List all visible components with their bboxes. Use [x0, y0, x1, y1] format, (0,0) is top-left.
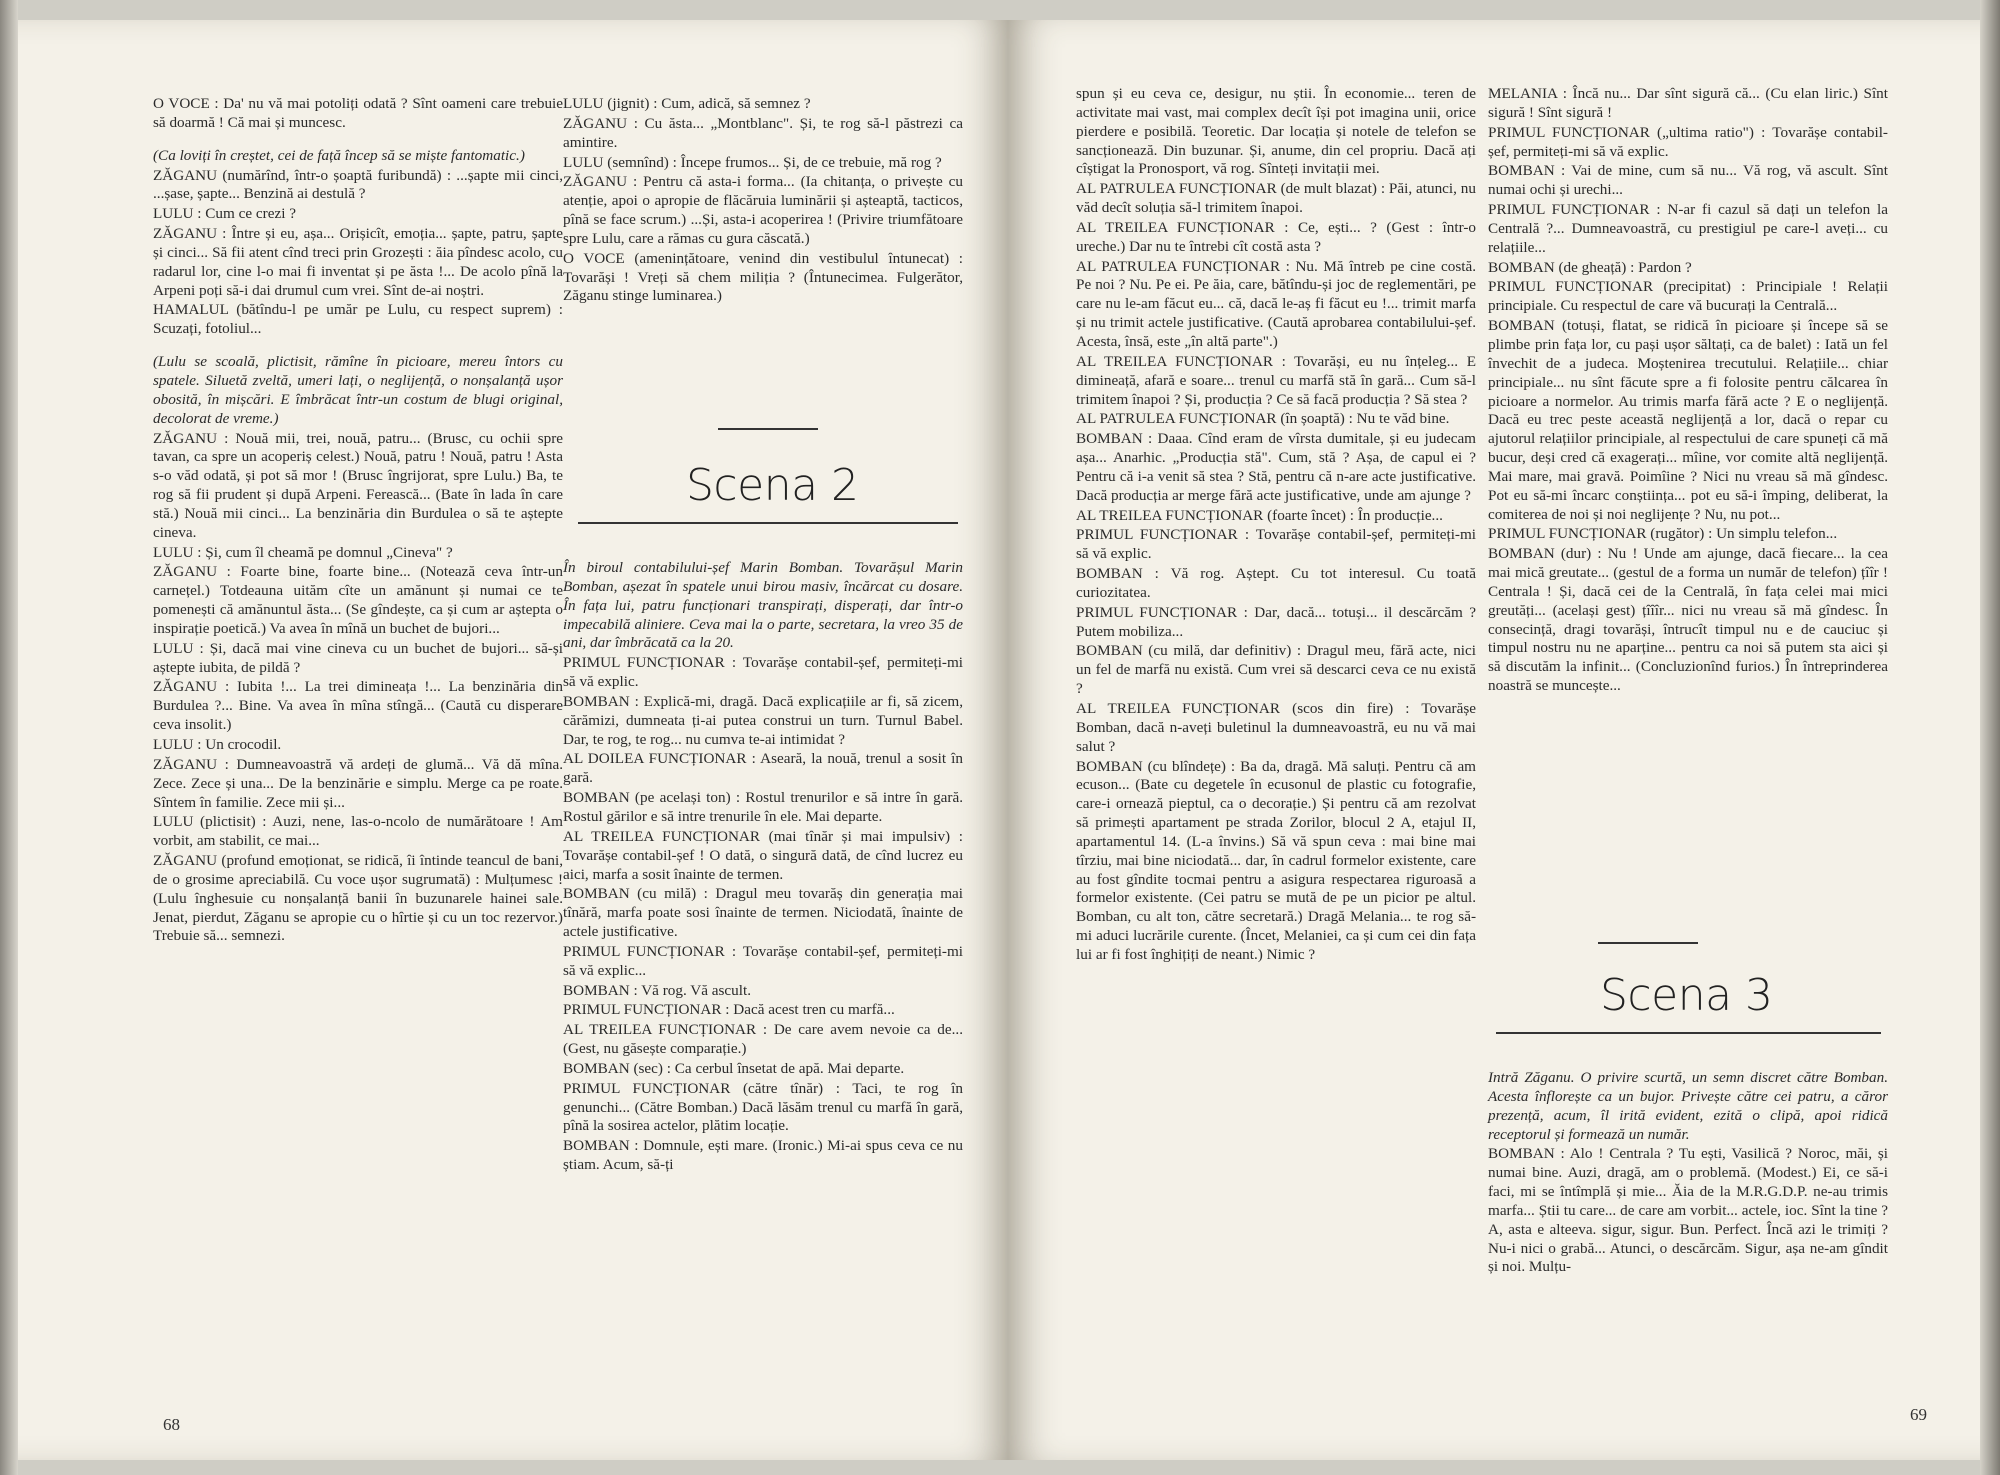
paragraph: BOMBAN (cu blîndețe) : Ba da, dragă. Mă saluți. Pentru că am ecuson... (Bate cu degetele în ecusonul de plastic cu fotografie, care-i ornează pieptul, ca o decorație.) Și pentru că am rezolvat să primești apartament pe strada Zorilor, blocul 2 A, etajul II, apartamentul 14. (L-a învins.) Să vă spun ceva : mai bine mai tîrziu, mai bine niciodată... dar, în cadrul formelor existente, care au fost gîndite tocmai pentru a asigura respectarea riguroasă a formelor existente. (Cei patru se mută de pe un picior pe altul. Bomban, cu alt ton, către secretară.) Dragă Melania... te rog să-mi aduci lucrările curente. (Încet, Melaniei, ca și cum cei din fața lui ar fi fost înghițiți de neant.) Nimic ?: [1076, 757, 1476, 963]
paragraph: BOMBAN : Daaa. Cînd eram de vîrsta dumitale, și eu judecam așa... Anarhic. „Producția stă". Cum, stă ? Așa, de capul ei ? Pentru că i-a venit să stea ? Stă, pentru că n-are acte justificative. Dacă producția ar merge fără acte justificative, unde am ajunge ?: [1076, 430, 1476, 504]
column-1: [153, 95, 563, 947]
paragraph: PRIMUL FUNCȚIONAR : Tovarășe contabil-șef, permiteți-mi să vă explic...: [563, 942, 963, 979]
scene-3-heading: Scena 3: [1600, 970, 1773, 1021]
paragraph: ZĂGANU : Nouă mii, trei, nouă, patru... (Brusc, cu ochii spre tavan, ca spre un acoperiș celest.) Nouă, patru ! Nouă, patru ! Asta s-o văd odată, și pot să mor ! (Brusc îngrijorat, spre Lulu.) Ba, te rog să fii prudent și după Arpeni. Ferească... (Bate în lada în care stă.) Nouă mii cinci... La benzinăria din Burdulea o să te aștepte cineva.: [153, 429, 563, 541]
column-4-top: [1488, 85, 1888, 697]
paragraph: BOMBAN : Vai de mine, cum să nu... Vă rog, vă ascult. Sînt numai ochi și urechi...: [1488, 162, 1888, 199]
column-2-top: [563, 95, 963, 307]
paragraph: LULU (plictisit) : Auzi, nene, las-o-ncolo de numărătoare ! Am vorbit, am stabilit, ce mai...: [153, 813, 563, 850]
paragraph: PRIMUL FUNCȚIONAR („ultima ratio") : Tovarășe contabil-șef, permiteți-mi să vă explic.: [1488, 123, 1888, 160]
paragraph: (Ca loviți în creștet, cei de față încep să se miște fantomatic.): [153, 146, 525, 164]
paragraph: ZĂGANU : Cu ăsta... „Montblanc". Și, te rog să-l păstrezi ca amintire.: [563, 114, 963, 151]
paragraph: LULU : Un crocodil.: [153, 736, 282, 753]
paragraph: ZĂGANU : Foarte bine, foarte bine... (Notează ceva într-un carnețel.) Totdeauna uităm cîte un amănunt și numai ce te pomenești că amănuntul ăsta... (Se gîndește, ca și cum ar aștepta o inspirație poetică.) Va avea în mînă un buchet de bujori...: [153, 563, 563, 637]
scene-2-rule-top: [718, 428, 818, 430]
page-number-left: 68: [163, 1415, 180, 1434]
paragraph: PRIMUL FUNCȚIONAR : N-ar fi cazul să dați un telefon la Centrală ?... Dumneavoastră, cu prestigiul pe care-l aveți... cu relațiile...: [1488, 201, 1888, 256]
paragraph: HAMALUL (bătîndu-l pe umăr pe Lulu, cu respect suprem) : Scuzați, fotoliul...: [153, 301, 563, 338]
paragraph: O VOCE : Da' nu vă mai potoliți odată ? Sînt oameni care trebuie să doarmă ! Că mai și muncesc.: [153, 95, 563, 131]
right-page: [1008, 20, 1980, 1460]
paragraph: AL TREILEA FUNCȚIONAR : Ce, ești... ? (Gest : într-o ureche.) Dar nu te întrebi cît costă asta ?: [1076, 218, 1476, 255]
paragraph: BOMBAN (cu milă) : Dragul meu tovarăș din generația mai tînără, marfa poate sosi înainte de termen. Niciodată, înainte de actele justificative.: [563, 885, 963, 941]
paragraph: AL TREILEA FUNCȚIONAR (foarte încet) : În producție...: [1076, 506, 1443, 524]
page-number-right: 69: [1910, 1405, 1927, 1424]
column-3: [1076, 85, 1476, 966]
paragraph: BOMBAN : Explică-mi, dragă. Dacă explicațiile ar fi, să zicem, cărămizi, dumneata ți-ai putea construi un turn. Turnul Babel. Dar, te rog, te rog... nu cumva te-ai intimidat ?: [563, 692, 963, 748]
paragraph: Intră Zăganu. O privire scurtă, un semn discret către Bomban. Acesta înflorește ca un bujor. Privește către cei patru, a căror prezență, acum, îl irită evident, ezită o clipă, apoi ridică receptorul și formează un număr.: [1488, 1069, 1888, 1143]
paragraph: LULU (semnînd) : Începe frumos... Și, de ce trebuie, mă rog ?: [563, 153, 942, 171]
paragraph: AL TREILEA FUNCȚIONAR : Tovarăși, eu nu înțeleg... E dimineață, afară e soare... trenul cu marfă stă în gară... Cum să-l trimitem înapoi ? Și, producția ? Ce să facă producția ? Să stea ?: [1076, 352, 1476, 408]
paragraph: BOMBAN (pe același ton) : Rostul trenurilor e să intre în gară. Rostul gărilor e să intre trenurile în ele. Mai departe.: [563, 789, 963, 825]
column-4-bottom: [1488, 1055, 1888, 1278]
column-2-bottom: [563, 545, 963, 1176]
paragraph: PRIMUL FUNCȚIONAR (precipitat) : Principiale ! Relații principiale. Cu respectul de care vă bucurați la Centrală...: [1488, 278, 1888, 315]
paragraph: ZĂGANU (profund emoționat, se ridică, îi întinde teancul de bani, de o grosime apreciabilă. Cu voce ușor sugrumată) : Mulțumesc ! (Lulu înghesuie cu nonșalanță banii în buzunarele hainei sale. Jenat, pierdut, Zăganu se apropie cu o hîrtie și cu un toc rezervor.) Trebuie să... semnezi.: [153, 852, 563, 945]
paragraph: PRIMUL FUNCȚIONAR : Tovarășe contabil-șef, permiteți-mi să vă explic.: [563, 654, 963, 691]
paragraph: BOMBAN (dur) : Nu ! Unde am ajunge, dacă fiecare... la cea mai mică greutate... (gestul de a forma un număr de telefon) țîîr ! Centrala ! Și, dacă cei de la Centrală, în fața celei mai mici greutăți... (același gest) țîîîr... nici nu vreau să mă gîndesc. În consecință, dragi tovarăși, întrucît timpul nu e de cauciuc și timpul nostru nu ne aparține... pentru ca noi să putem sta aici și să discutăm la infinit... (Concluzionînd furios.) În întreprinderea noastră se muncește...: [1488, 545, 1888, 695]
scene-2-heading: Scena 2: [686, 460, 859, 511]
paragraph: LULU : Cum ce crezi ?: [153, 205, 296, 223]
paragraph: BOMBAN (totuși, flatat, se ridică în picioare și începe să se plimbe prin fața lor, cu pași ușor săltați, ca de balet) : Iată un fel învechit de a judeca. Moștenirea trecutului. Relațiile... chiar principiale... nu sînt făcute spre a fi folosite pentru călcarea în picioare a normelor. Au trimis marfa fără acte ? E o neglijență. Dacă eu trec peste această neglijență a lor, dacă o repar cu ajutorul relațiilor principiale, al respectului de care spuneți că mă bucur, deși cred că exagerați... mîine, vor comite altă neglijență. Mai mare, mai gravă. Poimîine ? Nici nu vreau să mă gîndesc. Pot eu să-mi încarc conștiința... pot eu să-i împing, deliberat, la comiterea de noi și noi neglijențe ? Nu, nu pot...: [1488, 317, 1888, 523]
paragraph: BOMBAN (de gheață) : Pardon ?: [1488, 258, 1692, 276]
scene-2-rule-bottom: [578, 522, 958, 524]
paragraph: LULU : Și, dacă mai vine cineva cu un buchet de bujori... să-și aștepte iubita, de pildă ?: [153, 639, 563, 676]
book-edge-right: [1980, 0, 2000, 1475]
paragraph: AL TREILEA FUNCȚIONAR : De care avem nevoie ca de... (Gest, nu găsește comparație.): [563, 1021, 963, 1058]
paragraph: (Lulu se scoală, plictisit, rămîne în picioare, mereu întors cu spatele. Siluetă zveltă, umeri lați, o neglijență, o nonșalanță ușor obosită, în mișcări. E îmbrăcat într-un costum de blugi original, decolorat de vreme.): [153, 353, 563, 427]
paragraph: PRIMUL FUNCȚIONAR : Dar, dacă... totuși... il descărcăm ? Putem mobiliza...: [1076, 603, 1476, 640]
paragraph: PRIMUL FUNCȚIONAR (către tînăr) : Taci, te rog în genunchi... (Către Bomban.) Dacă lăsăm trenul cu marfă în gară, pînă la sosirea actelor, plătim locație.: [563, 1079, 963, 1135]
paragraph: spun și eu ceva ce, desigur, nu știi. În economie... teren de activitate mai vast, mai complex decît își pot imagina unii, orice pierdere e posibilă. Teoretic. Dar locația și notele de telefon se sancționează. Din buzunar. Și, anume, din cel propriu. Dacă ați cîștigat la Pronosport, vă rog. Sînteți invitații mei.: [1076, 85, 1476, 178]
paragraph: BOMBAN (cu milă, dar definitiv) : Dragul meu, fără acte, nici un fel de marfă nu există. Cum vrei să descarci ceva ce nu există ?: [1076, 642, 1476, 698]
paragraph: În biroul contabilului-șef Marin Bomban. Tovarășul Marin Bomban, așezat în spatele unui birou masiv, încărcat cu dosare. În fața lui, patru funcționari transpirați, disperați, dar într-o impecabilă aliniere. Ceva mai la o parte, secretara, la vreo 35 de ani, dar îmbrăcată ca la 20.: [563, 559, 963, 652]
paragraph: ZĂGANU (numărînd, într-o șoaptă furibundă) : ...șapte mii cinci, ...șase, șapte... Benzină ai destulă ?: [153, 166, 563, 203]
paragraph: ZĂGANU : Pentru că asta-i forma... (Ia chitanța, o privește cu atenție, apoi o apropie de flăcăruia luminării și așteaptă, tacticos, pînă se face scrum.) ...Și, asta-i acoperirea ! (Privire triumfătoare spre Lulu, care a rămas cu gura căscată.): [563, 173, 963, 247]
paragraph: BOMBAN (sec) : Ca cerbul însetat de apă. Mai departe.: [563, 1059, 905, 1077]
paragraph: LULU : Și, cum îl cheamă pe domnul „Cineva" ?: [153, 543, 453, 561]
paragraph: PRIMUL FUNCȚIONAR (rugător) : Un simplu telefon...: [1488, 525, 1838, 543]
paragraph: AL PATRULEA FUNCȚIONAR (de mult blazat) : Păi, atunci, nu văd decît soluția să-l trimitem înapoi.: [1076, 180, 1476, 217]
paragraph: ZĂGANU : Iubita !... La trei dimineața !... La benzinăria din Burdulea ?... Bine. Va avea în mîna stîngă... (Caută cu disperare ceva insolit.): [153, 678, 563, 734]
paragraph: AL PATRULEA FUNCȚIONAR (în șoaptă) : Nu te văd bine.: [1076, 410, 1450, 428]
paragraph: BOMBAN : Vă rog. Vă ascult.: [563, 981, 752, 999]
scene-3-rule-top: [1598, 942, 1698, 944]
paragraph: AL DOILEA FUNCȚIONAR : Aseară, la nouă, trenul a sosit în gară.: [563, 750, 963, 787]
paragraph: BOMBAN : Alo ! Centrala ? Tu ești, Vasilică ? Noroc, măi, și numai bine. Auzi, dragă, am o problemă. (Modest.) Ei, ce să-i faci, mi se întîmplă și mie... Ăia de la M.R.G.D.P. ne-au trimis marfa... Știi tu care... de care am vorbit... actele, ioc. Sînt la tine ? A, asta e alteeva. sigur, sigur. Bun. Perfect. Încă azi le trimiți ? Nu-i nici o grabă... Atunci, o descărcăm. Sigur, așa ne-am gîndit și noi. Mulțu-: [1488, 1145, 1888, 1276]
paragraph: O VOCE (amenințătoare, venind din vestibulul întunecat) : Tovarăși ! Vreți să chem miliția ? (Întunecimea. Fulgerător, Zăganu stinge luminarea.): [563, 249, 963, 305]
paragraph: BOMBAN : Vă rog. Aștept. Cu tot interesul. Cu toată curiozitatea.: [1076, 565, 1476, 601]
paragraph: MELANIA : Încă nu... Dar sînt sigură că... (Cu elan liric.) Sînt sigură ! Sînt sigură !: [1488, 85, 1888, 121]
paragraph: ZĂGANU : Între și eu, așa... Orișicît, emoția... șapte, patru, șapte și cinci... Să fii atent cînd treci prin Grozești : ăia pîndesc acolo, cu radarul lor, cine l-o mai fi inventat și pe ăsta !... De acolo pînă la Arpeni poți să-i dai drumul cum vrei. Sînt de-ai noștri.: [153, 225, 563, 299]
paragraph: AL TREILEA FUNCȚIONAR (mai tînăr și mai impulsiv) : Tovarășe contabil-șef ! O dată, o singură dată, de cînd lucrez eu aici, marfa a sosit înainte de termen.: [563, 827, 963, 883]
paragraph: AL TREILEA FUNCȚIONAR (scos din fire) : Tovarășe Bomban, dacă n-aveți buletinul la dumneavoastră, eu nu vă mai salut ?: [1076, 700, 1476, 755]
paragraph: AL PATRULEA FUNCȚIONAR : Nu. Mă întreb pe cine costă. Pe noi ? Nu. Pe ei. Pe ăia, care, bătîndu-și joc de reglementări, pe care nu le-am făcut eu... că, dacă le-aș fi făcut eu !... trimit marfa și nu trimit actele justificative. (Caută aprobarea contabilului-șef. Acesta, însă, este „în altă parte".): [1076, 257, 1476, 350]
book-edge-left: [0, 0, 18, 1475]
paragraph: BOMBAN : Domnule, ești mare. (Ironic.) Mi-ai spus ceva ce nu știam. Acum, să-ți: [563, 1137, 963, 1174]
scene-3-rule-bottom: [1496, 1032, 1881, 1034]
paragraph: PRIMUL FUNCȚIONAR : Tovarășe contabil-șef, permiteți-mi să vă explic.: [1076, 526, 1476, 563]
paragraph: LULU (jignit) : Cum, adică, să semnez ?: [563, 95, 811, 112]
paragraph: ZĂGANU : Dumneavoastră vă ardeți de glumă... Vă dă mîna. Zece. Zece și una... De la benzinărie e simplu. Merge ca pe roate. Sîntem în familie. Zece mii și...: [153, 755, 563, 811]
paragraph: PRIMUL FUNCȚIONAR : Dacă acest tren cu marfă...: [563, 1001, 895, 1019]
left-page: [18, 20, 1008, 1460]
